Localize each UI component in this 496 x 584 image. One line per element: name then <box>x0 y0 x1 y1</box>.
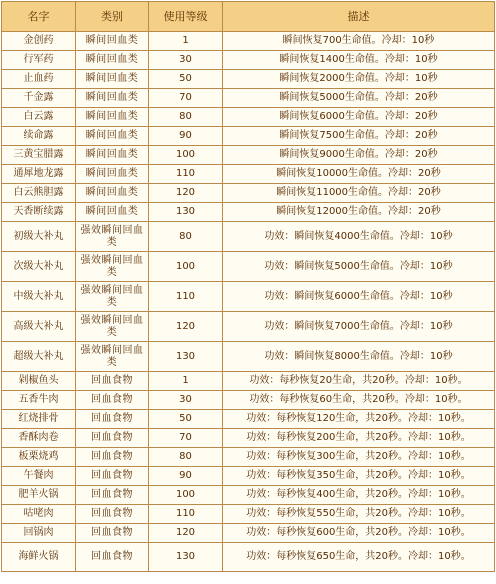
item-level-cell: 130 <box>149 342 223 372</box>
item-name-cell: 初级大补丸 <box>2 222 76 252</box>
table-row <box>2 184 495 203</box>
item-level-cell: 80 <box>149 108 223 127</box>
item-category-cell: 瞬间回血类 <box>76 146 149 165</box>
item-category-cell: 瞬间回血类 <box>76 51 149 70</box>
item-name-cell: 金创药 <box>2 32 76 51</box>
table-row <box>2 486 495 505</box>
item-level-cell: 50 <box>149 70 223 89</box>
table-row <box>2 524 495 543</box>
item-table <box>1 1 495 572</box>
item-category-cell: 瞬间回血类 <box>76 184 149 203</box>
item-name-cell: 五香牛肉 <box>2 391 76 410</box>
item-name-cell: 千金露 <box>2 89 76 108</box>
item-level-cell: 130 <box>149 543 223 572</box>
item-name-cell: 续命露 <box>2 127 76 146</box>
item-name-cell: 肥羊火锅 <box>2 486 76 505</box>
table-row <box>2 410 495 429</box>
item-category-cell: 回血食物 <box>76 543 149 572</box>
item-category-cell: 回血食物 <box>76 372 149 391</box>
item-level-cell: 110 <box>149 165 223 184</box>
table-row <box>2 203 495 222</box>
item-level-cell: 90 <box>149 127 223 146</box>
item-name-cell: 高级大补丸 <box>2 312 76 342</box>
item-description-cell: 瞬间恢复12000生命值。冷却：20秒 <box>223 203 495 222</box>
item-name-cell: 红烧排骨 <box>2 410 76 429</box>
table-body <box>2 32 495 572</box>
item-category-cell: 瞬间回血类 <box>76 165 149 184</box>
item-description-cell: 瞬间恢复11000生命值。冷却：20秒 <box>223 184 495 203</box>
item-level-cell: 120 <box>149 524 223 543</box>
header-name: 名字 <box>2 2 76 32</box>
item-description-cell: 瞬间恢复5000生命值。冷却：20秒 <box>223 89 495 108</box>
item-category-cell: 强效瞬间回血类 <box>76 282 149 312</box>
item-level-cell: 110 <box>149 505 223 524</box>
item-name-cell: 午餐肉 <box>2 467 76 486</box>
item-description-cell: 功效：每秒恢复300生命，共20秒。冷却：10秒。 <box>223 448 495 467</box>
item-description-cell: 功效：瞬间恢复7000生命值。冷却：10秒 <box>223 312 495 342</box>
table-row <box>2 282 495 312</box>
item-category-cell: 强效瞬间回血类 <box>76 342 149 372</box>
item-level-cell: 80 <box>149 448 223 467</box>
item-description-cell: 功效：瞬间恢复6000生命值。冷却：10秒 <box>223 282 495 312</box>
item-description-cell: 功效：每秒恢复650生命，共20秒。冷却：10秒。 <box>223 543 495 572</box>
item-level-cell: 30 <box>149 391 223 410</box>
item-name-cell: 香酥肉卷 <box>2 429 76 448</box>
item-description-cell: 瞬间恢复9000生命值。冷却：20秒 <box>223 146 495 165</box>
item-name-cell: 行军药 <box>2 51 76 70</box>
item-level-cell: 1 <box>149 32 223 51</box>
header-row <box>2 2 495 32</box>
item-category-cell: 强效瞬间回血类 <box>76 252 149 282</box>
table-row <box>2 342 495 372</box>
table-row <box>2 222 495 252</box>
item-description-cell: 瞬间恢复7500生命值。冷却：20秒 <box>223 127 495 146</box>
item-category-cell: 回血食物 <box>76 429 149 448</box>
table-row <box>2 543 495 572</box>
item-level-cell: 100 <box>149 252 223 282</box>
item-description-cell: 瞬间恢复6000生命值。冷却：20秒 <box>223 108 495 127</box>
header-description: 描述 <box>223 2 495 32</box>
item-category-cell: 瞬间回血类 <box>76 108 149 127</box>
table-row <box>2 252 495 282</box>
item-name-cell: 止血药 <box>2 70 76 89</box>
item-category-cell: 回血食物 <box>76 448 149 467</box>
item-level-cell: 30 <box>149 51 223 70</box>
item-name-cell: 回锅肉 <box>2 524 76 543</box>
item-description-cell: 功效：瞬间恢复8000生命值。冷却：10秒 <box>223 342 495 372</box>
item-name-cell: 超级大补丸 <box>2 342 76 372</box>
item-name-cell: 白云露 <box>2 108 76 127</box>
table-row <box>2 165 495 184</box>
item-description-cell: 功效：每秒恢复60生命，共20秒。冷却：10秒。 <box>223 391 495 410</box>
item-name-cell: 三黄宝腊露 <box>2 146 76 165</box>
table-row <box>2 391 495 410</box>
item-description-cell: 功效：每秒恢复200生命，共20秒。冷却：10秒。 <box>223 429 495 448</box>
table-row <box>2 372 495 391</box>
header-category: 类别 <box>76 2 149 32</box>
item-level-cell: 50 <box>149 410 223 429</box>
table-row <box>2 127 495 146</box>
table-row <box>2 146 495 165</box>
item-category-cell: 回血食物 <box>76 486 149 505</box>
item-level-cell: 120 <box>149 312 223 342</box>
item-level-cell: 100 <box>149 486 223 505</box>
item-category-cell: 回血食物 <box>76 410 149 429</box>
item-description-cell: 功效：每秒恢复400生命，共20秒。冷却：10秒。 <box>223 486 495 505</box>
item-level-cell: 130 <box>149 203 223 222</box>
table-row <box>2 429 495 448</box>
item-name-cell: 海鲜火锅 <box>2 543 76 572</box>
item-category-cell: 回血食物 <box>76 524 149 543</box>
item-level-cell: 70 <box>149 429 223 448</box>
item-category-cell: 回血食物 <box>76 391 149 410</box>
table-row <box>2 51 495 70</box>
item-description-cell: 功效：每秒恢复350生命，共20秒。冷却：10秒。 <box>223 467 495 486</box>
item-category-cell: 瞬间回血类 <box>76 203 149 222</box>
item-level-cell: 80 <box>149 222 223 252</box>
item-description-cell: 功效：每秒恢复120生命，共20秒。冷却：10秒。 <box>223 410 495 429</box>
item-category-cell: 回血食物 <box>76 467 149 486</box>
item-level-cell: 110 <box>149 282 223 312</box>
item-category-cell: 强效瞬间回血类 <box>76 222 149 252</box>
item-description-cell: 瞬间恢复1400生命值。冷却：10秒 <box>223 51 495 70</box>
item-category-cell: 瞬间回血类 <box>76 127 149 146</box>
table-row <box>2 70 495 89</box>
item-name-cell: 通犀地龙露 <box>2 165 76 184</box>
table-row <box>2 32 495 51</box>
item-category-cell: 瞬间回血类 <box>76 32 149 51</box>
item-description-cell: 功效：每秒恢复550生命，共20秒。冷却：10秒。 <box>223 505 495 524</box>
item-name-cell: 次级大补丸 <box>2 252 76 282</box>
table-row <box>2 467 495 486</box>
table-row <box>2 89 495 108</box>
item-description-cell: 功效：瞬间恢复4000生命值。冷却：10秒 <box>223 222 495 252</box>
table-row <box>2 448 495 467</box>
item-category-cell: 瞬间回血类 <box>76 70 149 89</box>
item-description-cell: 瞬间恢复700生命值。冷却：10秒 <box>223 32 495 51</box>
item-description-cell: 瞬间恢复10000生命值。冷却：20秒 <box>223 165 495 184</box>
item-level-cell: 120 <box>149 184 223 203</box>
item-category-cell: 回血食物 <box>76 505 149 524</box>
item-level-cell: 90 <box>149 467 223 486</box>
item-name-cell: 白云熊胆露 <box>2 184 76 203</box>
item-description-cell: 功效：瞬间恢复5000生命值。冷却：10秒 <box>223 252 495 282</box>
item-level-cell: 70 <box>149 89 223 108</box>
item-name-cell: 天香断续露 <box>2 203 76 222</box>
table-row <box>2 108 495 127</box>
item-level-cell: 100 <box>149 146 223 165</box>
item-level-cell: 1 <box>149 372 223 391</box>
item-category-cell: 瞬间回血类 <box>76 89 149 108</box>
item-name-cell: 剁椒鱼头 <box>2 372 76 391</box>
item-name-cell: 板栗烧鸡 <box>2 448 76 467</box>
item-description-cell: 瞬间恢复2000生命值。冷却：10秒 <box>223 70 495 89</box>
item-name-cell: 中级大补丸 <box>2 282 76 312</box>
table-row <box>2 505 495 524</box>
item-name-cell: 咕咾肉 <box>2 505 76 524</box>
table-row <box>2 312 495 342</box>
item-category-cell: 强效瞬间回血类 <box>76 312 149 342</box>
item-description-cell: 功效：每秒恢复600生命，共20秒。冷却：10秒。 <box>223 524 495 543</box>
header-level: 使用等级 <box>149 2 223 32</box>
item-description-cell: 功效：每秒恢复20生命，共20秒。冷却：10秒。 <box>223 372 495 391</box>
